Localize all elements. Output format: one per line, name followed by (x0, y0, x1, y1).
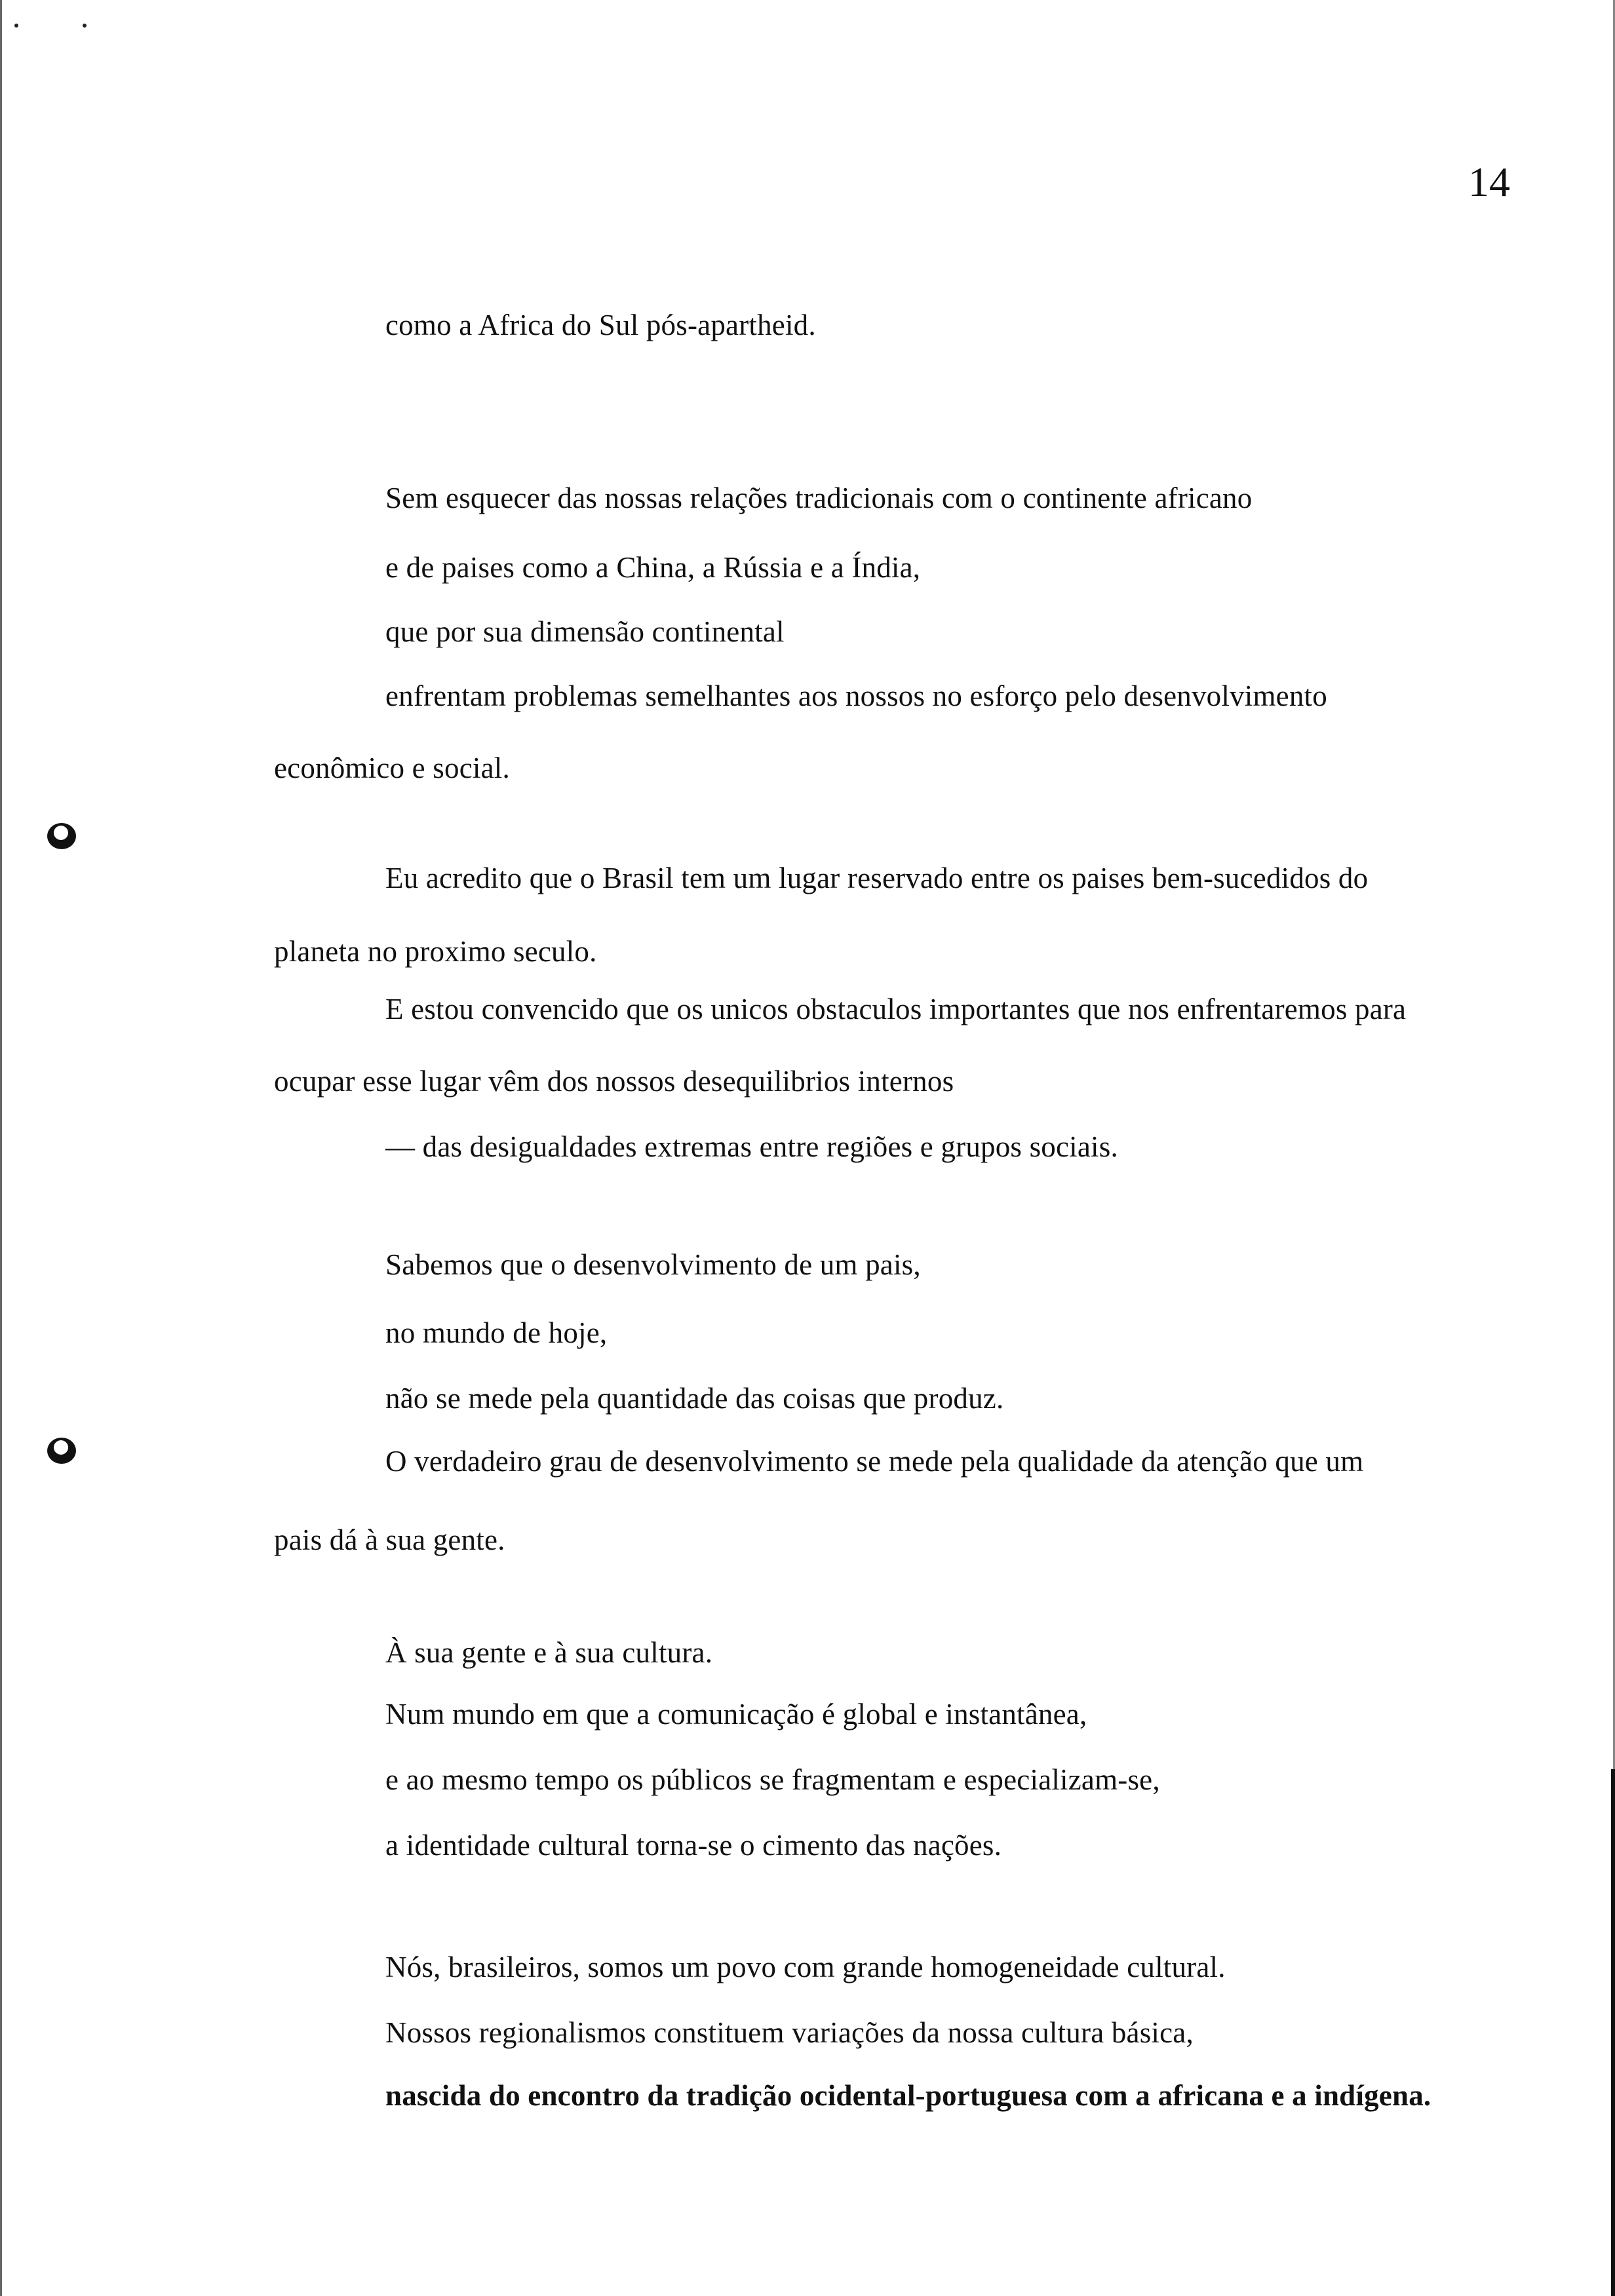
text-line: Nossos regionalismos constituem variações da nossa cultura básica, (385, 2016, 1194, 2049)
text-line: planeta no proximo seculo. (274, 935, 597, 968)
text-line: e ao mesmo tempo os públicos se fragmentam e especializam-se, (385, 1763, 1160, 1796)
page-edge-right-dark (1611, 1769, 1615, 2296)
text-line: Nós, brasileiros, somos um povo com grande homogeneidade cultural. (385, 1951, 1226, 1983)
text-line: — das desigualdades extremas entre regiões e grupos sociais. (385, 1130, 1118, 1163)
text-line: O verdadeiro grau de desenvolvimento se mede pela qualidade da atenção que um (385, 1445, 1364, 1478)
text-line: Sem esquecer das nossas relações tradicionais com o continente africano (385, 482, 1253, 514)
scan-speck-dot (83, 24, 87, 28)
binder-hole-mark (47, 823, 76, 849)
text-line: Num mundo em que a comunicação é global e instantânea, (385, 1698, 1087, 1731)
text-line: nascida do encontro da tradição ocidental-portuguesa com a africana e a indígena. (385, 2079, 1431, 2112)
scan-speck-dot (14, 24, 18, 28)
text-line: a identidade cultural torna-se o cimento das nações. (385, 1829, 1002, 1862)
text-line: À sua gente e à sua cultura. (385, 1636, 713, 1669)
text-line: E estou convencido que os unicos obstaculos importantes que nos enfrentaremos para (385, 993, 1407, 1025)
binder-hole-mark (47, 1438, 76, 1464)
text-line: enfrentam problemas semelhantes aos nossos no esforço pelo desenvolvimento (385, 679, 1327, 712)
text-line: não se mede pela quantidade das coisas que produz. (385, 1382, 1004, 1415)
text-line: e de paises como a China, a Rússia e a Índia, (385, 551, 921, 584)
text-line: pais dá à sua gente. (274, 1523, 505, 1556)
text-line: ocupar esse lugar vêm dos nossos desequilibrios internos (274, 1065, 954, 1098)
text-line: econômico e social. (274, 752, 510, 784)
text-line: como a Africa do Sul pós-apartheid. (385, 309, 816, 341)
text-line: Sabemos que o desenvolvimento de um pais, (385, 1248, 921, 1281)
page-edge-left (0, 0, 2, 2296)
text-line: no mundo de hoje, (385, 1316, 608, 1349)
page-number: 14 (1468, 159, 1510, 205)
text-line: que por sua dimensão continental (385, 615, 785, 648)
text-line: Eu acredito que o Brasil tem um lugar reservado entre os paises bem-sucedidos do (385, 862, 1369, 894)
